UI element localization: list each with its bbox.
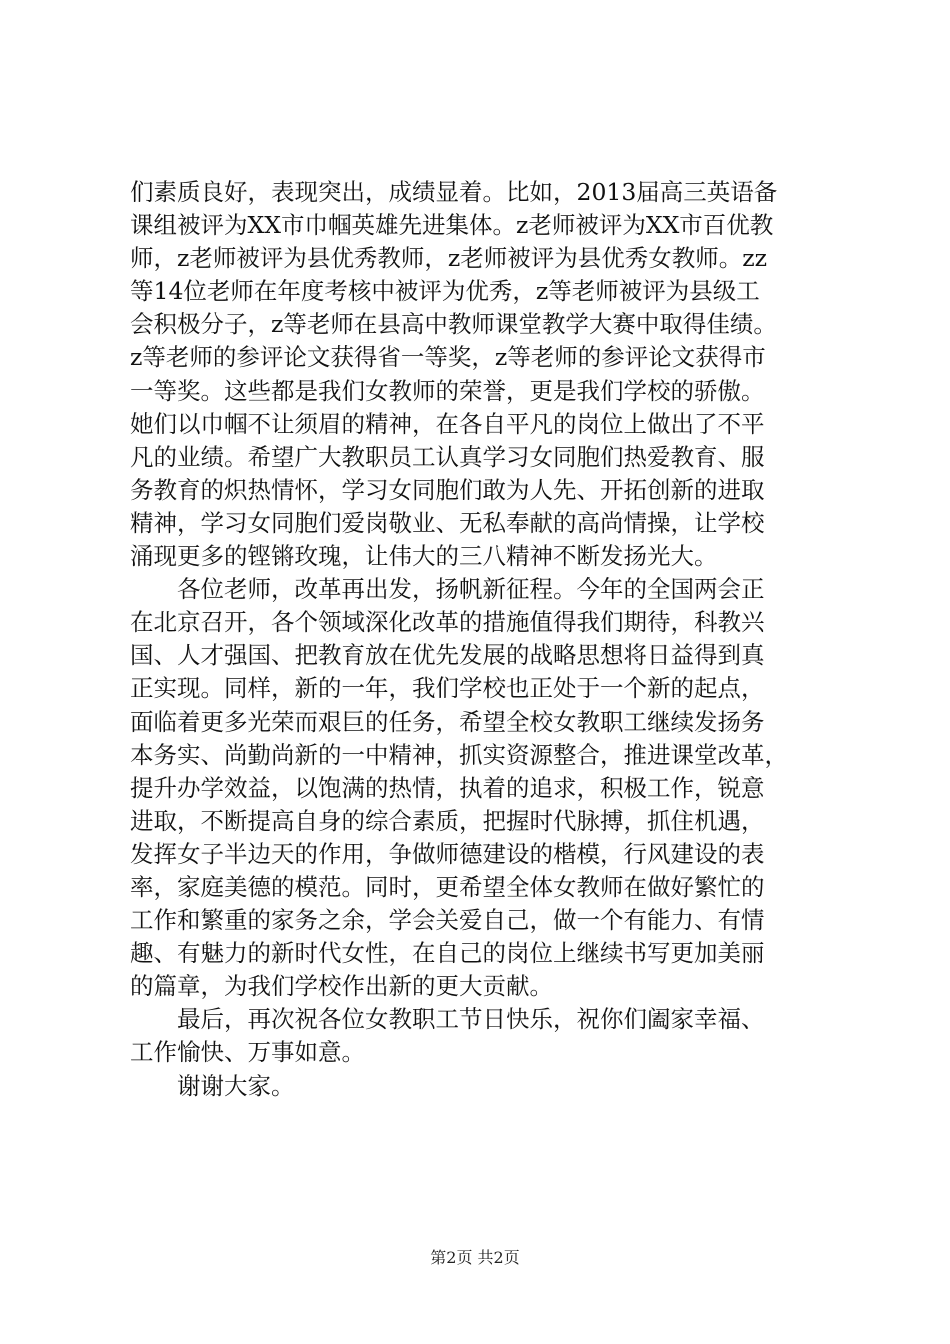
- text-line: 工作和繁重的家务之余，学会关爱自己，做一个有能力、有情: [130, 906, 765, 935]
- body-text: [130, 176, 820, 1103]
- text-line: 正实现。同样，新的一年，我们学校也正处于一个新的起点，: [130, 674, 765, 703]
- text-line: 本务实、尚勤尚新的一中精神，抓实资源整合，推进课堂改革，: [130, 740, 788, 769]
- text-line: 涌现更多的铿锵玫瑰，让伟大的三八精神不断发扬光大。: [130, 542, 718, 571]
- closing-line: 谢谢大家。: [177, 1071, 295, 1100]
- text-line: z等老师的参评论文获得省一等奖，z等老师的参评论文获得市: [130, 343, 766, 372]
- text-line: 的篇章，为我们学校作出新的更大贡献。: [130, 972, 553, 1001]
- paragraph-start-line: 各位老师，改革再出发，扬帆新征程。今年的全国两会正: [177, 575, 765, 604]
- text-line: 发挥女子半边天的作用，争做师德建设的楷模，行风建设的表: [130, 839, 765, 868]
- text-line: 课组被评为XX市巾帼英雄先进集体。z老师被评为XX市百优教: [130, 211, 774, 240]
- text-line: 等14位老师在年度考核中被评为优秀，z等老师被评为县级工: [130, 277, 760, 306]
- text-line: 提升办学效益，以饱满的热情，执着的追求，积极工作，锐意: [130, 773, 765, 802]
- text-line: 进取，不断提高自身的综合素质，把握时代脉搏，抓住机遇，: [130, 806, 765, 835]
- page-number-footer: 第2页 共2页: [430, 1248, 520, 1267]
- text-line: 工作愉快、万事如意。: [130, 1038, 365, 1067]
- text-line: 在北京召开，各个领域深化改革的措施值得我们期待，科教兴: [130, 608, 765, 637]
- text-line: 国、人才强国、把教育放在优先发展的战略思想将日益得到真: [130, 641, 765, 670]
- text-line: 率，家庭美德的模范。同时，更希望全体女教师在做好繁忙的: [130, 872, 765, 901]
- text-line: 会积极分子，z等老师在县高中教师课堂教学大赛中取得佳绩。: [130, 310, 777, 339]
- text-line: 趣、有魅力的新时代女性，在自己的岗位上继续书写更加美丽: [130, 939, 765, 968]
- paragraph-start-line: 最后，再次祝各位女教职工节日快乐，祝你们阖家幸福、: [177, 1005, 765, 1034]
- text-line: 精神，学习女同胞们爱岗敬业、无私奉献的高尚情操，让学校: [130, 508, 765, 537]
- text-line: 凡的业绩。希望广大教职员工认真学习女同胞们热爱教育、服: [130, 442, 765, 471]
- text-line: 一等奖。这些都是我们女教师的荣誉，更是我们学校的骄傲。: [130, 376, 765, 405]
- text-line: 师，z老师被评为县优秀教师，z老师被评为县优秀女教师。zz: [130, 244, 768, 273]
- text-line: 务教育的炽热情怀，学习女同胞们敢为人先、开拓创新的进取: [130, 475, 765, 504]
- text-line: 面临着更多光荣而艰巨的任务，希望全校女教职工继续发扬务: [130, 707, 765, 736]
- text-line: 们素质良好，表现突出，成绩显着。比如，2013届高三英语备: [130, 178, 778, 206]
- text-line: 她们以巾帼不让须眉的精神，在各自平凡的岗位上做出了不平: [130, 409, 765, 438]
